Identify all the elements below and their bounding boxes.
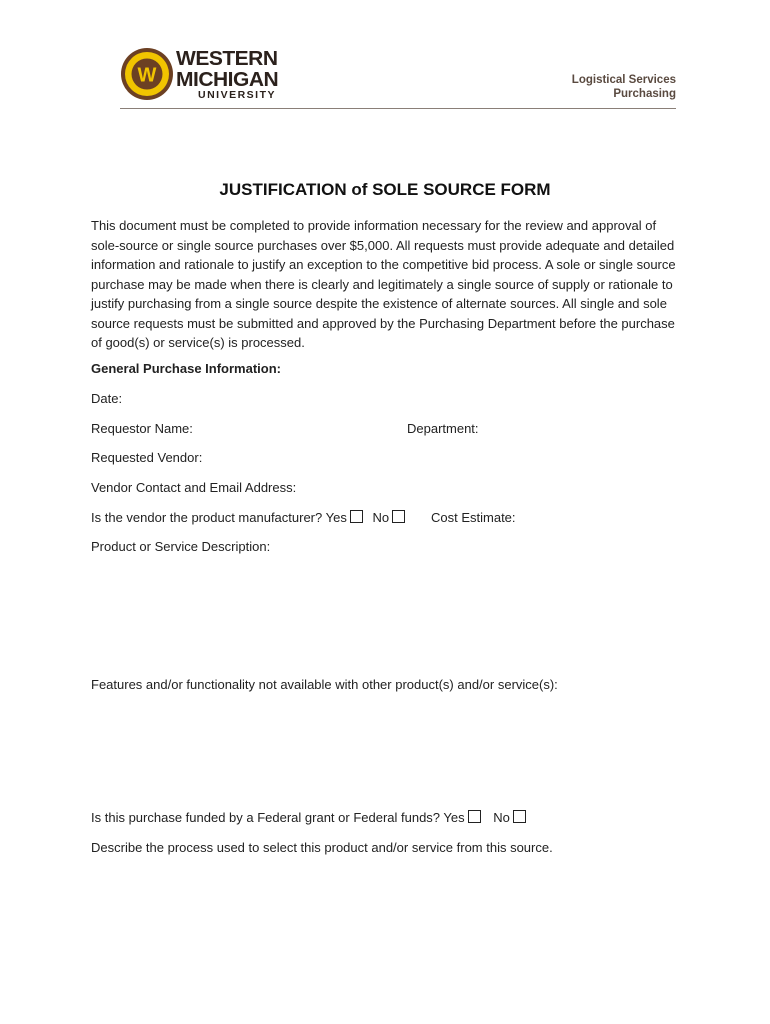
manufacturer-no-label: No: [372, 510, 390, 525]
date-field[interactable]: Date:: [91, 391, 123, 406]
description-field[interactable]: Product or Service Description:: [91, 539, 271, 554]
dept-line-logistical: Logistical Services: [571, 74, 676, 86]
features-field[interactable]: Features and/or functionality not available with other product(s) and/or service(s):: [91, 677, 558, 692]
logo-letter: W: [137, 64, 157, 87]
department-header: [572, 73, 676, 101]
form-title: JUSTIFICATION of SOLE SOURCE FORM: [219, 180, 551, 199]
selection-process-field[interactable]: Describe the process used to select this product and/or service from this source.: [91, 840, 553, 855]
intro-paragraph: This document must be completed to provide information necessary for the review and approval of sole-source or single source purchases over $5,000. All requests must provide adequate and detailed information and rationale to justify an exception to the competitive bid process. A sole or single source purchase may be made when there is clearly and legitimately a single source of supply or rationale to justify purchasing from a single source despite the existence of alternate sources. All single and sole source requests must be submitted and approved by the Purchasing Department before the purchase of good(s) or service(s) is processed.: [91, 218, 676, 350]
federal-no-checkbox[interactable]: [513, 810, 526, 823]
section-heading: General Purchase Information:: [91, 361, 281, 376]
vendor-contact-field[interactable]: Vendor Contact and Email Address:: [91, 480, 297, 495]
requestor-name-field[interactable]: Requestor Name:: [91, 421, 193, 436]
header-divider: [120, 108, 676, 109]
dept-line-purchasing: Purchasing: [613, 88, 676, 100]
cost-estimate-field[interactable]: Cost Estimate:: [431, 510, 516, 525]
wmu-logo-emblem: [120, 46, 174, 102]
federal-funds-question: [91, 810, 526, 825]
requested-vendor-field[interactable]: Requested Vendor:: [91, 450, 203, 465]
manufacturer-question-label: Is the vendor the product manufacturer? Yes: [91, 510, 347, 525]
manufacturer-yes-checkbox[interactable]: [350, 510, 363, 523]
wmu-logo: [120, 46, 280, 104]
manufacturer-question: [91, 510, 405, 525]
wmu-logo-wordmark: [176, 48, 278, 101]
federal-question-label: Is this purchase funded by a Federal grant or Federal funds? Yes: [91, 810, 465, 825]
logo-line-university: UNIVERSITY: [198, 89, 277, 101]
federal-no-label: No: [493, 810, 510, 825]
manufacturer-no-checkbox[interactable]: [392, 510, 405, 523]
federal-yes-checkbox[interactable]: [468, 810, 481, 823]
logo-line-western: WESTERN: [176, 47, 278, 70]
logo-line-michigan: MICHIGAN: [176, 68, 279, 91]
department-field[interactable]: Department:: [407, 421, 479, 436]
